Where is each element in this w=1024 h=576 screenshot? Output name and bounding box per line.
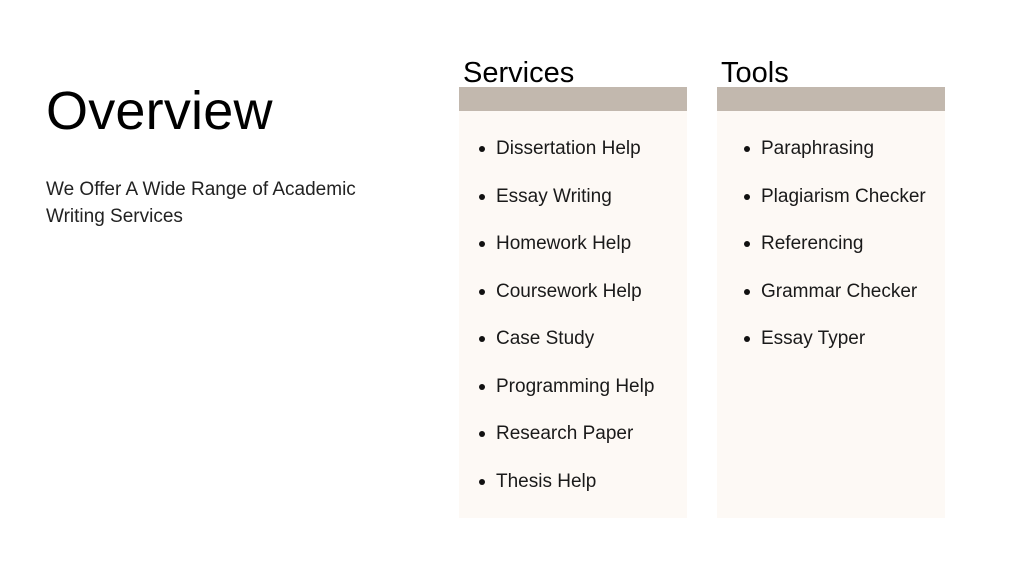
services-item-label: Dissertation Help (496, 138, 641, 159)
services-list-item (459, 363, 687, 411)
tools-item-label: Referencing (761, 233, 864, 254)
services-item-label: Research Paper (496, 423, 634, 444)
services-list-item (459, 410, 687, 458)
bullet-icon (744, 336, 750, 342)
tools-list-item (717, 268, 945, 316)
bullet-icon (479, 336, 485, 342)
bullet-icon (744, 241, 750, 247)
services-item-label: Homework Help (496, 233, 632, 254)
services-list-item (459, 220, 687, 268)
page-title: Overview (46, 81, 273, 141)
bullet-icon (479, 241, 485, 247)
services-item-label: Programming Help (496, 375, 655, 397)
bullet-icon (744, 289, 750, 295)
services-heading: Services (463, 57, 575, 89)
services-item-label: Thesis Help (496, 470, 597, 492)
bullet-icon (479, 384, 485, 390)
services-list (459, 125, 687, 505)
tools-list-item (717, 315, 945, 363)
tools-item-label: Grammar Checker (761, 280, 918, 302)
tools-heading: Tools (721, 57, 789, 89)
page-subtitle: We Offer A Wide Range of Academic Writing Services (46, 179, 356, 227)
bullet-icon (479, 479, 485, 485)
bullet-icon (479, 194, 485, 200)
bullet-icon (479, 431, 485, 437)
bullet-icon (479, 146, 485, 152)
bullet-icon (479, 289, 485, 295)
tools-list-item (717, 125, 945, 173)
tools-item-label: Plagiarism Checker (761, 185, 926, 207)
services-list-item (459, 125, 687, 173)
tools-list (717, 125, 945, 363)
tools-item-label: Essay Typer (761, 328, 866, 349)
bullet-icon (744, 146, 750, 152)
services-list-item (459, 268, 687, 316)
tools-item-label: Paraphrasing (761, 138, 875, 159)
services-list-item (459, 315, 687, 363)
services-item-label: Essay Writing (496, 185, 612, 207)
bullet-icon (744, 194, 750, 200)
services-list-item (459, 173, 687, 221)
services-list-item (459, 458, 687, 506)
services-item-label: Case Study (496, 328, 595, 349)
services-item-label: Coursework Help (496, 280, 642, 302)
tools-list-item (717, 220, 945, 268)
tools-list-item (717, 173, 945, 221)
